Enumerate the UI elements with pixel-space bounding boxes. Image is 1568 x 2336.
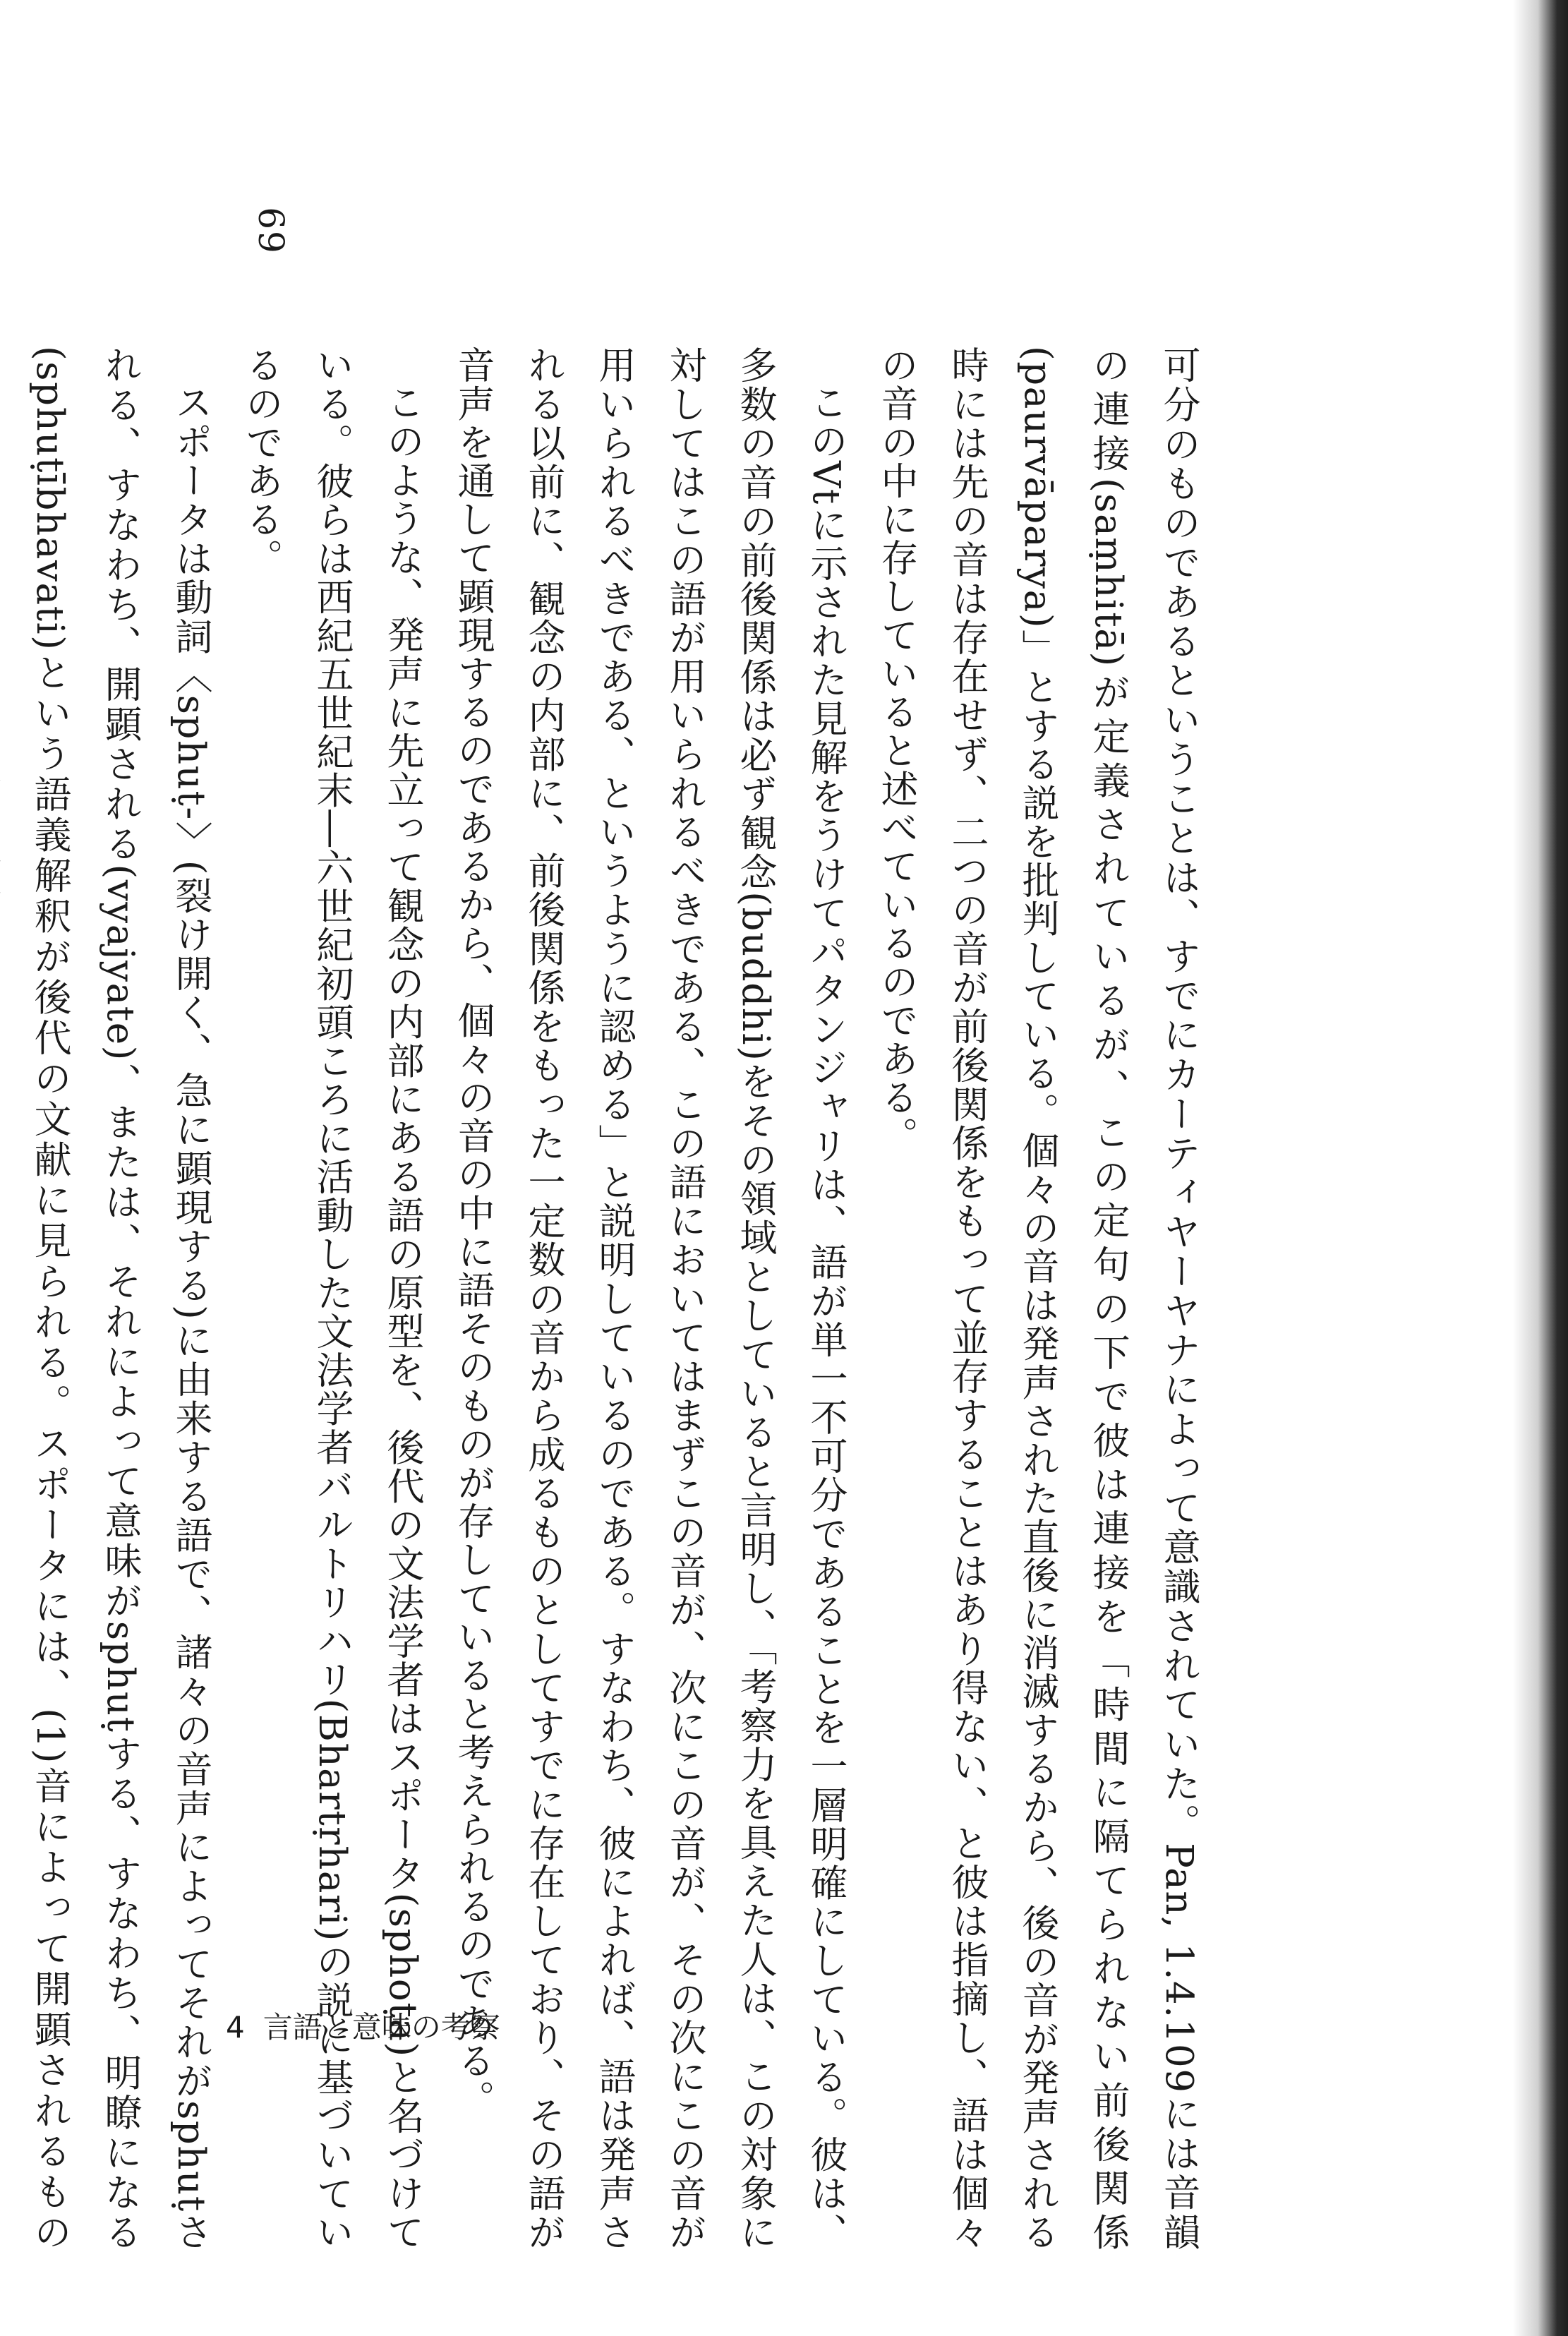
paragraph-3: このような、発声に先立って観念の内部にある語の原型を、後代の文法学者はスポータ(sphoṭa)と名づけている。彼らは西紀五世紀末―六世紀初頭ころに活動した文法学者バルトリハリ(Bhartṛhari)の説に基づいているのである。 — [240, 346, 424, 2251]
running-header — [226, 2004, 500, 2047]
page-number: 69 — [250, 207, 291, 255]
chapter-title: 言語と意味の考察 — [263, 2010, 500, 2045]
paragraph-2: このVtに示された見解をうけてパタンジャリは、語が単一不可分であることを一層明確にしている。彼は、多数の音の前後関係は必ず観念(buddhi)をその領域としていると言明し、「考察力を具えた人は、この対象に対してはこの語が用いられるべきである、この語においてはまずこの音が、次にこの音が、その次にこの音が用いられるべきである、というように認める」と説明しているのである。すなわち、彼によれば、語は発声される以前に、観念の内部に、前後関係をもった一定数の音から成るものとしてすでに存在しており、その語が音声を通して顕現するのであるから、個々の音の中に語そのものが存していると考えられるのである。 — [452, 346, 848, 2251]
paragraph-4: スポータは動詞〈sphuṭ-〉(裂け開く、急に顕現する)に由来する語で、諸々の音声によってそれがsphuṭされる、すなわち、開顕される(vyajyate)、または、それによって意味がsphuṭする、すなわち、明瞭になる(sphuṭībhavati)という語義解釈が後代の文献に見られる。スポータには、(1)音によって開顕されるもの — [28, 346, 212, 2251]
chapter-number: 4 — [226, 2010, 245, 2045]
body-text — [28, 346, 1214, 2251]
paragraph-1: 可分のものであるということは、すでにカーティヤーヤナによって意識されていた。Pan, 1.4.109には音韻の連接(saṃhitā)が定義されているが、この定句の下で彼は連接を「時間に隔てられない前後関係(paurvāparya)」とする説を批判している。個々の音は発声された直後に消滅するから、後の音が発声される時には先の音は存在せず、二つの音が前後関係をもって並存することはあり得ない、と彼は指摘し、語は個々の音の中に存していると述べているのである。 — [875, 346, 1200, 2251]
scan-edge-shadow — [1513, 0, 1568, 2336]
